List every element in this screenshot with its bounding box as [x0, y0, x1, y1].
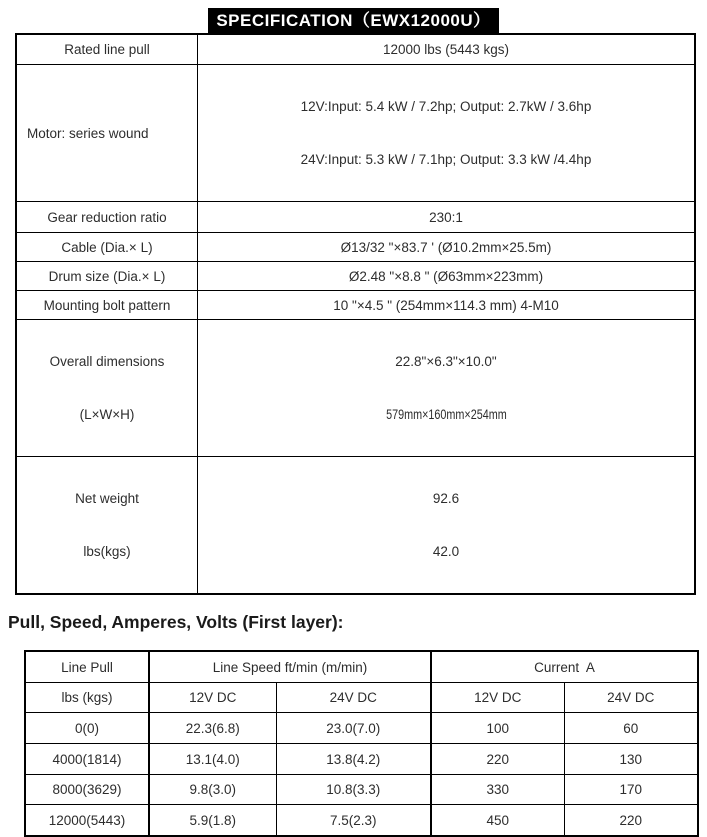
cell-current-12v: 330 [431, 775, 564, 805]
header-current: Current A [431, 651, 698, 683]
table-header-row [25, 651, 698, 683]
spec-label-mounting-bolt: Mounting bolt pattern [16, 291, 198, 320]
table-row [16, 291, 695, 320]
spec-value-cable: Ø13/32 "×83.7 ' (Ø10.2mm×25.5m) [198, 233, 696, 262]
page-title: SPECIFICATION（EWX12000U） [208, 8, 498, 33]
table-row [16, 202, 695, 233]
table-row [16, 34, 695, 65]
cell-line-pull: 12000(5443) [25, 805, 149, 837]
cell-speed-24v: 13.8(4.2) [276, 744, 431, 775]
subheader-speed-24v: 24V DC [276, 683, 431, 713]
header-line-speed: Line Speed ft/min (m/min) [149, 651, 431, 683]
overall-dimensions-label-line1: Overall dimensions [49, 354, 165, 369]
table-row [16, 320, 695, 457]
cell-current-12v: 100 [431, 713, 564, 744]
section-heading: Pull, Speed, Amperes, Volts (First layer): [8, 612, 344, 632]
net-weight-lbs: 92.6 [432, 491, 460, 506]
net-weight-label-line1: Net weight [75, 491, 139, 506]
spec-label-net-weight [16, 457, 198, 595]
spec-value-motor [198, 65, 696, 202]
subheader-current-12v: 12V DC [431, 683, 564, 713]
cell-speed-12v: 5.9(1.8) [149, 805, 276, 837]
spec-value-rated-line-pull: 12000 lbs (5443 kgs) [198, 34, 696, 65]
net-weight-label-line2: lbs(kgs) [83, 544, 131, 559]
subheader-current-24v: 24V DC [564, 683, 698, 713]
spec-label-drum-size: Drum size (Dia.× L) [16, 262, 198, 291]
table-row [25, 744, 698, 775]
spec-value-gear-ratio: 230:1 [198, 202, 696, 233]
motor-value-line-24v: 24V:Input: 5.3 kW / 7.1hp; Output: 3.3 kW /4.4hp [300, 152, 592, 167]
cell-line-pull: 8000(3629) [25, 775, 149, 805]
cell-current-12v: 220 [431, 744, 564, 775]
pull-speed-amperes-table [24, 650, 699, 837]
cell-line-pull: 4000(1814) [25, 744, 149, 775]
specification-table [15, 33, 696, 595]
spec-value-mounting-bolt: 10 "×4.5 " (254mm×114.3 mm) 4-M10 [198, 291, 696, 320]
cell-speed-12v: 13.1(4.0) [149, 744, 276, 775]
subheader-lbs-kgs: lbs (kgs) [25, 683, 149, 713]
net-weight-kgs: 42.0 [432, 544, 460, 559]
spec-label-cable: Cable (Dia.× L) [16, 233, 198, 262]
overall-dimensions-label-line2: (L×W×H) [79, 407, 135, 422]
cell-speed-24v: 23.0(7.0) [276, 713, 431, 744]
table-row [25, 775, 698, 805]
motor-value-line-12v: 12V:Input: 5.4 kW / 7.2hp; Output: 2.7kW / 3.6hp [300, 99, 592, 114]
overall-dimensions-inches: 22.8"×6.3"×10.0" [395, 354, 497, 369]
cell-current-24v: 130 [564, 744, 698, 775]
cell-speed-12v: 22.3(6.8) [149, 713, 276, 744]
spec-label-rated-line-pull: Rated line pull [16, 34, 198, 65]
table-subheader-row [25, 683, 698, 713]
overall-dimensions-mm [198, 403, 694, 426]
cell-current-24v: 60 [564, 713, 698, 744]
table-row [16, 65, 695, 202]
cell-speed-24v: 10.8(3.3) [276, 775, 431, 805]
subheader-speed-12v: 12V DC [149, 683, 276, 713]
table-row [16, 262, 695, 291]
spec-label-motor: Motor: series wound [16, 65, 198, 202]
table-row [25, 713, 698, 744]
spec-label-overall-dimensions [16, 320, 198, 457]
spec-value-net-weight [198, 457, 696, 595]
table-row [25, 805, 698, 837]
header-line-pull: Line Pull [25, 651, 149, 683]
spec-value-drum-size: Ø2.48 "×8.8 " (Ø63mm×223mm) [198, 262, 696, 291]
overall-dimensions-mm-text: 579mm×160mm×254mm [385, 407, 507, 422]
spec-sheet-page [0, 8, 707, 828]
cell-speed-12v: 9.8(3.0) [149, 775, 276, 805]
table-row [16, 457, 695, 595]
cell-line-pull: 0(0) [25, 713, 149, 744]
cell-current-24v: 170 [564, 775, 698, 805]
cell-speed-24v: 7.5(2.3) [276, 805, 431, 837]
cell-current-24v: 220 [564, 805, 698, 837]
cell-current-12v: 450 [431, 805, 564, 837]
spec-label-gear-ratio: Gear reduction ratio [16, 202, 198, 233]
table-row [16, 233, 695, 262]
spec-value-overall-dimensions [198, 320, 696, 457]
